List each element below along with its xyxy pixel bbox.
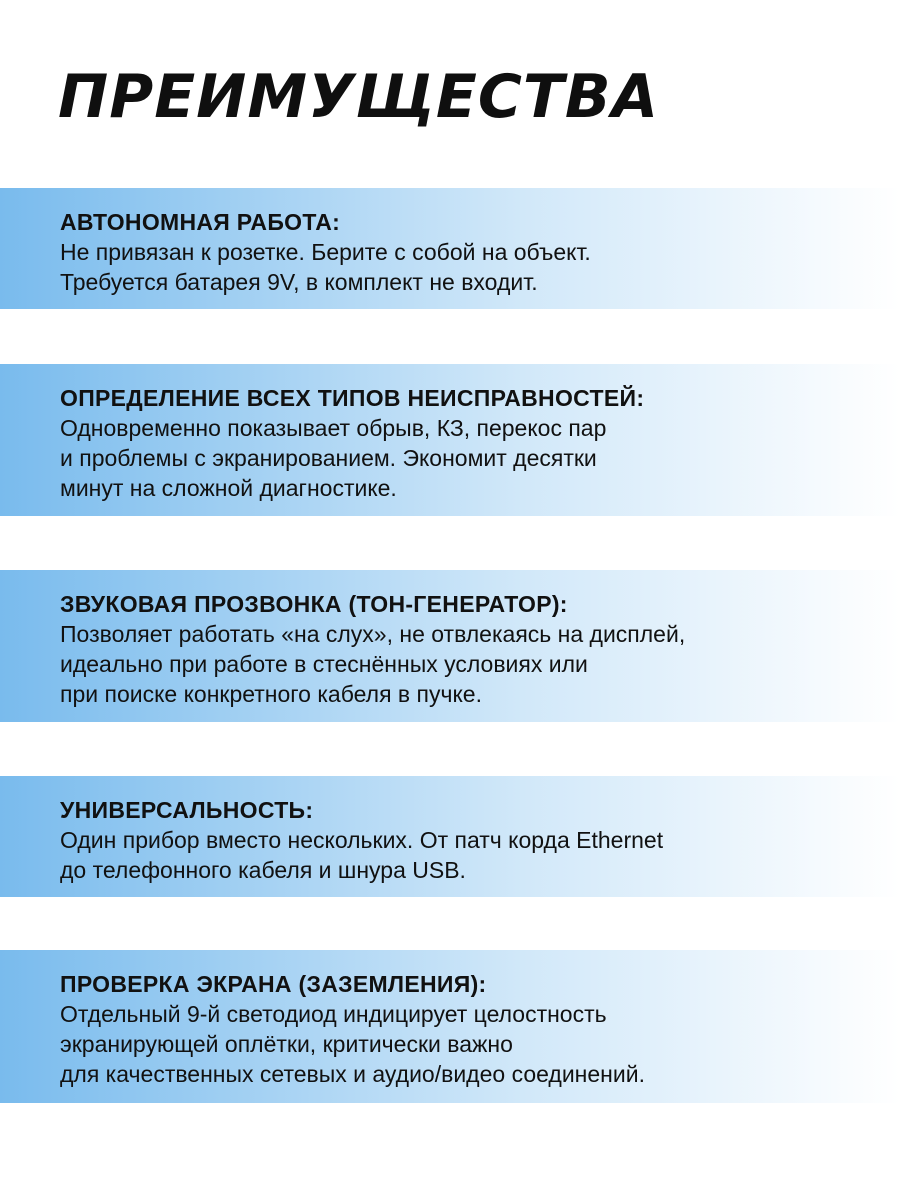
feature-description: Отдельный 9-й светодиод индицирует целостность экранирующей оплётки, критически важно для качественных сетевых и аудио/видео соединений. [60,1001,645,1087]
feature-description: Позволяет работать «на слух», не отвлекаясь на дисплей, идеально при работе в стеснённых условиях или при поиске конкретного кабеля в пучке. [60,621,686,707]
feature-heading: ЗВУКОВАЯ ПРОЗВОНКА (ТОН-ГЕНЕРАТОР): [60,591,568,617]
feature-block-universality [0,776,900,897]
feature-block-tone-generator [0,570,900,722]
page-title: ПРЕИМУЩЕСТВА [58,62,660,132]
feature-description: Одновременно показывает обрыв, КЗ, перекос пар и проблемы с экранированием. Экономит десятки минут на сложной диагностике. [60,415,607,501]
feature-description: Один прибор вместо нескольких. От патч корда Ethernet до телефонного кабеля и шнура USB. [60,827,664,883]
feature-block-fault-detection [0,364,900,516]
feature-heading: ПРОВЕРКА ЭКРАНА (ЗАЗЕМЛЕНИЯ): [60,971,487,997]
feature-description: Не привязан к розетке. Берите с собой на объект. Требуется батарея 9V, в комплект не входит. [60,239,591,295]
feature-block-shield-check [0,950,900,1103]
feature-heading: ОПРЕДЕЛЕНИЕ ВСЕХ ТИПОВ НЕИСПРАВНОСТЕЙ: [60,385,645,411]
feature-heading: АВТОНОМНАЯ РАБОТА: [60,209,341,235]
feature-heading: УНИВЕРСАЛЬНОСТЬ: [60,797,314,823]
feature-block-autonomous [0,188,900,309]
